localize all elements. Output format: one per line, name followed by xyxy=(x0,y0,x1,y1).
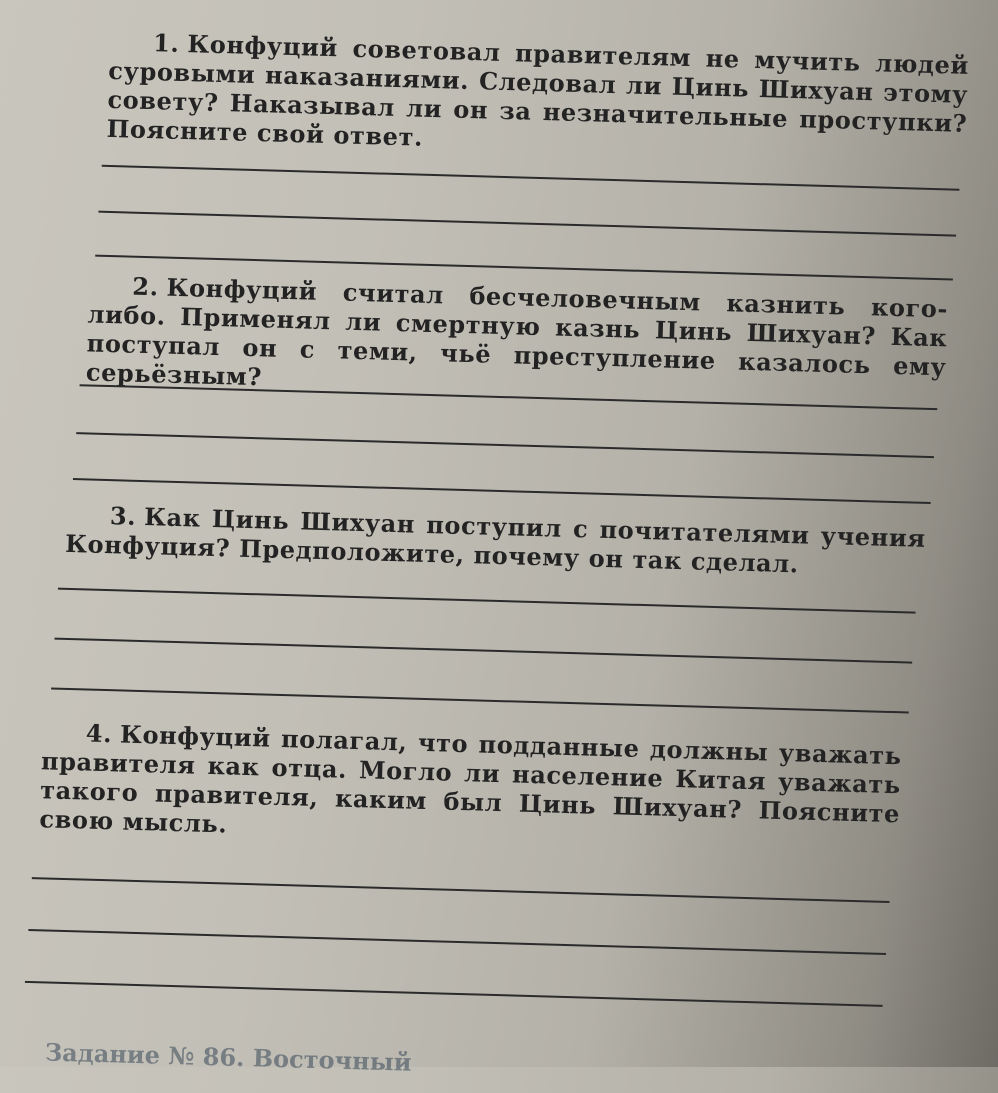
question-3-text xyxy=(65,500,926,582)
next-task-heading: Задание № 86. Восточный xyxy=(44,1037,412,1077)
answer-line-1-2[interactable] xyxy=(98,211,956,237)
question-2-number: 2. xyxy=(131,271,160,302)
answer-line-3-3[interactable] xyxy=(51,688,909,714)
answer-line-1-1[interactable] xyxy=(102,165,960,191)
question-1-number: 1. xyxy=(152,28,180,58)
question-1-body: Конфуций советовал правителям не мучить людей суровыми наказаниями. Следовал ли Цинь Шихуан этому совету? Наказывал ли он за незначительные проступки? Поясните свой ответ. xyxy=(106,29,970,152)
question-3-body: Как Цинь Шихуан поступил с почитателями учения Конфуция? Предположите, почему он так сделал. xyxy=(64,502,927,579)
question-4 xyxy=(39,717,902,857)
question-1 xyxy=(106,27,969,167)
question-4-body: Конфуций полагал, что подданные должны уважать правителя как отца. Могло ли население Китая уважать такого правителя, каким был Цинь Шихуан? Поясните свою мысль. xyxy=(39,719,902,839)
question-4-text xyxy=(39,717,902,857)
answer-line-4-1[interactable] xyxy=(32,877,890,903)
question-3-number: 3. xyxy=(109,501,137,531)
answer-line-4-3[interactable] xyxy=(25,981,883,1007)
answer-line-2-2[interactable] xyxy=(76,432,934,458)
question-1-text xyxy=(106,27,969,167)
answer-line-3-2[interactable] xyxy=(54,638,912,664)
question-2-body: Конфуций считал бесчеловечным казнить кого-либо. Применял ли смертную казнь Цинь Шихуан? Как поступал он с теми, чьё преступление казалось ему серьёзным? xyxy=(85,272,949,392)
answer-line-3-1[interactable] xyxy=(58,588,916,614)
answer-line-4-2[interactable] xyxy=(28,929,886,955)
question-3 xyxy=(65,500,926,582)
answer-line-2-3[interactable] xyxy=(73,478,931,504)
question-4-number: 4. xyxy=(85,718,113,749)
